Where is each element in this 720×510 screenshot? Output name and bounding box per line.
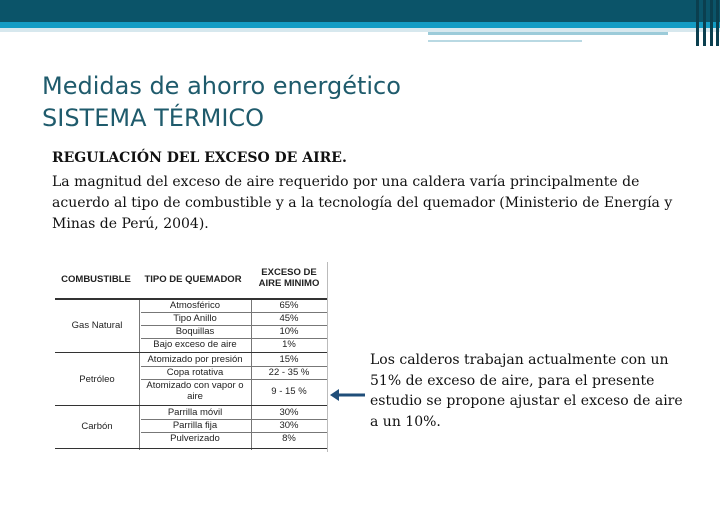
table-header: [55, 262, 327, 300]
body-paragraph: La magnitud del exceso de aire requerido por una caldera varía principalmente de acuerdo al tipo de combustible y a la tecnología del quemador (Ministerio de Energía y Minas de Perú, 2004).: [52, 174, 673, 232]
header-quemador: TIPO DE QUEMADOR: [144, 274, 242, 285]
excess-air-table: [55, 262, 328, 452]
excess-cell: 30%: [279, 407, 299, 418]
burner-cell: Parrilla móvil: [167, 407, 223, 418]
fuel-gas-natural: Gas Natural: [71, 320, 123, 331]
excess-cell: 22 - 35 %: [268, 367, 310, 378]
fuel-carbon: Carbón: [81, 421, 113, 432]
header-exceso: EXCESO DE AIRE MINIMO: [258, 267, 320, 289]
header-stripes: [694, 0, 720, 46]
slide-title-line2: SISTEMA TÉRMICO: [42, 104, 265, 132]
burner-cell: Pulverizado: [170, 433, 220, 444]
fuel-petroleo: Petróleo: [79, 374, 115, 385]
excess-cell: 65%: [279, 300, 299, 311]
excess-cell: 9 - 15 %: [271, 386, 307, 397]
group-divider: [55, 352, 327, 353]
burner-cell: Atomizado con vapor o aire: [146, 380, 244, 402]
burner-cell: Atmosférico: [169, 300, 221, 311]
column-divider: [251, 300, 252, 450]
burner-cell: Boquillas: [175, 326, 215, 337]
table-bottom-border: [55, 448, 327, 449]
burner-cell: Copa rotativa: [166, 367, 224, 378]
group-divider: [55, 405, 327, 406]
arrow-left-icon: [330, 388, 366, 402]
header-line: [428, 32, 668, 35]
burner-cell: Tipo Anillo: [173, 313, 217, 324]
slide-title-line1: Medidas de ahorro energético: [42, 72, 401, 100]
burner-cell: Bajo exceso de aire: [153, 339, 237, 350]
section-heading: REGULACIÓN DEL EXCESO DE AIRE.: [52, 150, 347, 166]
excess-cell: 1%: [282, 339, 296, 350]
excess-cell: 8%: [282, 433, 296, 444]
excess-cell: 15%: [279, 354, 299, 365]
header-bar: [0, 0, 720, 22]
excess-cell: 45%: [279, 313, 299, 324]
column-divider: [139, 300, 140, 450]
burner-cell: Parrilla fija: [172, 420, 218, 431]
excess-cell: 10%: [279, 326, 299, 337]
header-line-short: [428, 40, 582, 42]
slide-title: [42, 70, 401, 134]
excess-cell: 30%: [279, 420, 299, 431]
side-note: Los calderos trabajan actualmente con un 51% de exceso de aire, para el presente estudio se propone ajustar el exceso de aire a un 10%.: [370, 352, 683, 430]
burner-cell: Atomizado por presión: [147, 354, 243, 365]
header-combustible: COMBUSTIBLE: [61, 274, 131, 285]
